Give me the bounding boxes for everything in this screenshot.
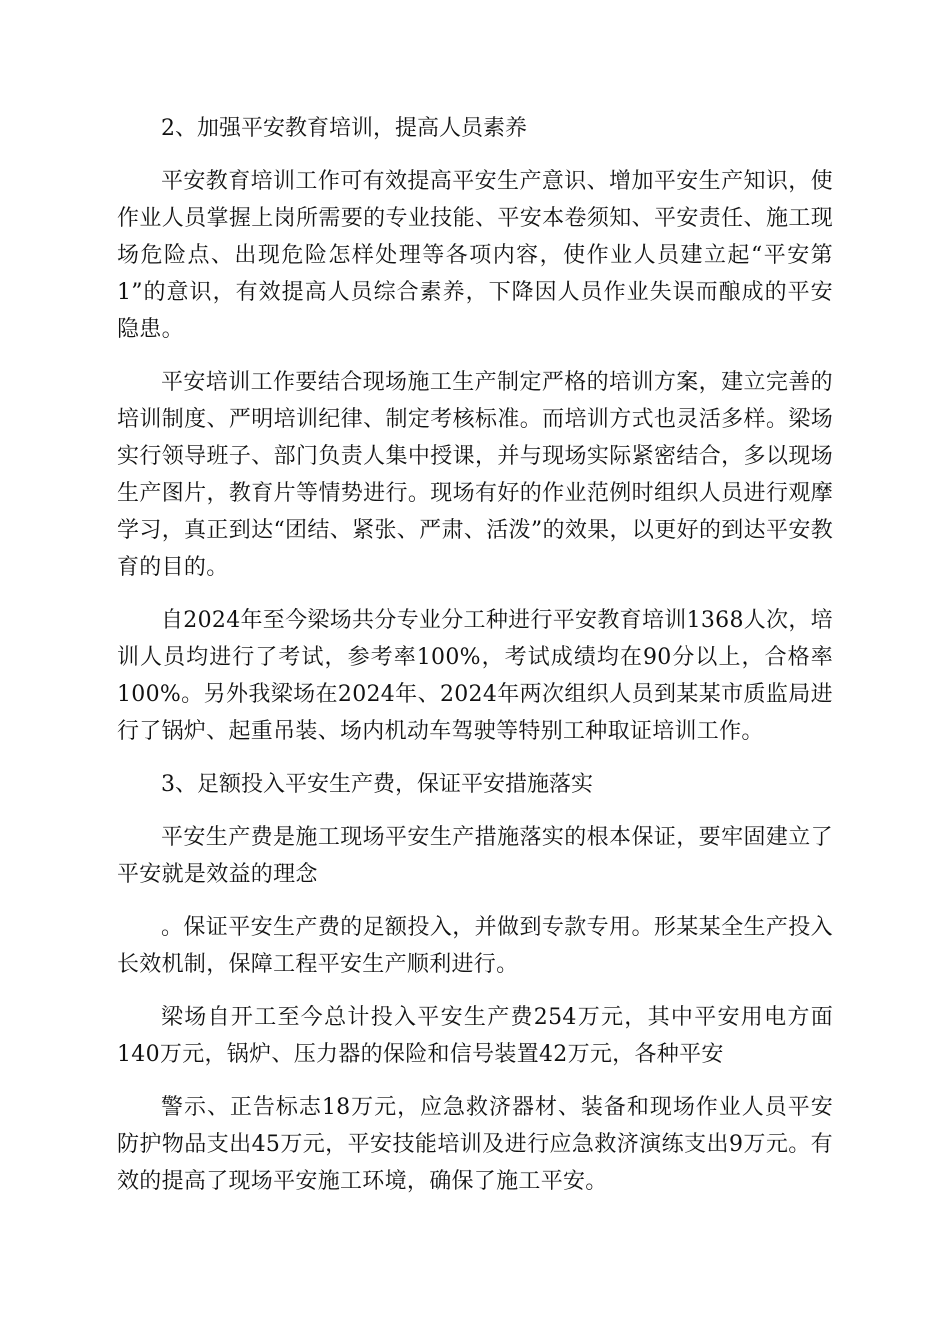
document-body <box>117 110 833 1216</box>
paragraph-training-plan: 平安培训工作要结合现场施工生产制定严格的培训方案，建立完善的培训制度、严明培训纪律、制定考核标准。而培训方式也灵活多样。梁场实行领导班子、部门负责人集中授课，并与现场实际紧密结合，多以现场生产图片，教育片等情势进行。现场有好的作业范例时组织人员进行观摩学习，真正到达“团结、紧张、严肃、活泼”的效果，以更好的到达平安教育的目的。 <box>117 370 833 580</box>
paragraph-funding-breakdown-2: 警示、正告标志18万元，应急救济器材、装备和现场作业人员平安防护物品支出45万元，平安技能培训及进行应急救济演练支出9万元。有效的提高了现场平安施工环境，确保了施工平安。 <box>117 1095 833 1194</box>
paragraph-funding-breakdown-1: 梁场自开工至今总计投入平安生产费254万元，其中平安用电方面140万元，锅炉、压力器的保险和信号装置42万元，各种平安 <box>117 1005 833 1067</box>
paragraph-funding-mechanism: 。保证平安生产费的足额投入，并做到专款专用。形某某全生产投入长效机制，保障工程平安生产顺利进行。 <box>117 915 833 977</box>
paragraph-funding-principle: 平安生产费是施工现场平安生产措施落实的根本保证，要牢固建立了平安就是效益的理念 <box>117 825 833 887</box>
section-heading-safety-training: 2、加强平安教育培训，提高人员素养 <box>161 116 527 141</box>
section-heading-safety-funding: 3、足额投入平安生产费，保证平安措施落实 <box>161 772 593 797</box>
paragraph-training-statistics: 自2024年至今梁场共分专业分工种进行平安教育培训1368人次，培训人员均进行了考试，参考率100%，考试成绩均在90分以上，合格率100%。另外我梁场在2024年、2024年两次组织人员到某某市质监局进行了锅炉、起重吊装、场内机动车驾驶等特别工种取证培训工作。 <box>117 608 833 744</box>
paragraph-training-benefits: 平安教育培训工作可有效提高平安生产意识、增加平安生产知识，使作业人员掌握上岗所需要的专业技能、平安本卷须知、平安责任、施工现场危险点、出现危险怎样处理等各项内容，使作业人员建立起“平安第1”的意识，有效提高人员综合素养，下降因人员作业失误而酿成的平安隐患。 <box>117 169 833 342</box>
